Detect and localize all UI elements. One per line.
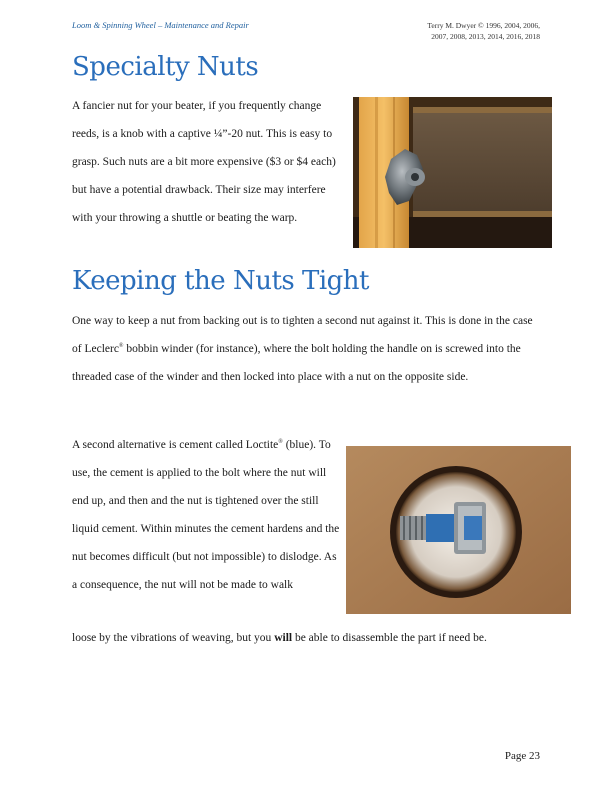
section-heading-specialty-nuts: Specialty Nuts [72,52,259,82]
section-heading-keeping-nuts-tight: Keeping the Nuts Tight [72,266,370,296]
registered-mark: ® [118,343,124,350]
copyright-line-2: 2007, 2008, 2013, 2014, 2016, 2018 [431,32,540,41]
paragraph-loctite [72,431,340,599]
paragraph-second-nut-text-a: One way to keep a nut from backing out is to tighten a second nut against it. This is done in the case of Leclerc [72,315,533,355]
paragraph-specialty-nuts: A fancier nut for your beater, if you frequently change reeds, is a knob with a captive ¼”-20 nut. This is easy to grasp. Such nuts are a bit more expensive ($3 or $4 each) but have a potential drawback. Their size may interfere with your throwing a shuttle or beating the warp. [72,100,336,224]
paragraph-loctite-text-b: (blue). To use, the cement is applied to the bolt where the nut will end up, and then and the nut is tightened over the still liquid cement. Within minutes the cement hardens and the nut becomes difficult (but not impossible) to dislodge. As a consequence, the nut will not be made to walk [72,439,340,591]
loctite-bolt-illustration [346,446,571,614]
copyright-line-1: Terry M. Dwyer © 1996, 2004, 2006, [427,21,540,30]
paragraph-loctite-continued-text-a: loose by the vibrations of weaving, but you [72,632,275,644]
running-header-copyright [340,20,540,42]
knob-nut-illustration [353,97,552,248]
emphasis-will: will [274,632,293,644]
photo-knob-nut [353,97,552,248]
paragraph-loctite-continued [72,624,542,652]
paragraph-second-nut [72,307,542,391]
photo-loctite-bolt [346,446,571,614]
paragraph-loctite-text-a: A second alternative is cement called Loctite [72,439,279,451]
registered-mark: ® [278,439,283,446]
running-header-title: Loom & Spinning Wheel – Maintenance and Repair [72,20,249,30]
page-number: Page 23 [504,750,540,762]
paragraph-second-nut-text-b: bobbin winder (for instance), where the bolt holding the handle on is screwed into the threaded case of the winder and then locked into place with a nut on the opposite side. [72,343,521,383]
paragraph-loctite-continued-text-b: be able to disassemble the part if need be. [292,632,487,644]
